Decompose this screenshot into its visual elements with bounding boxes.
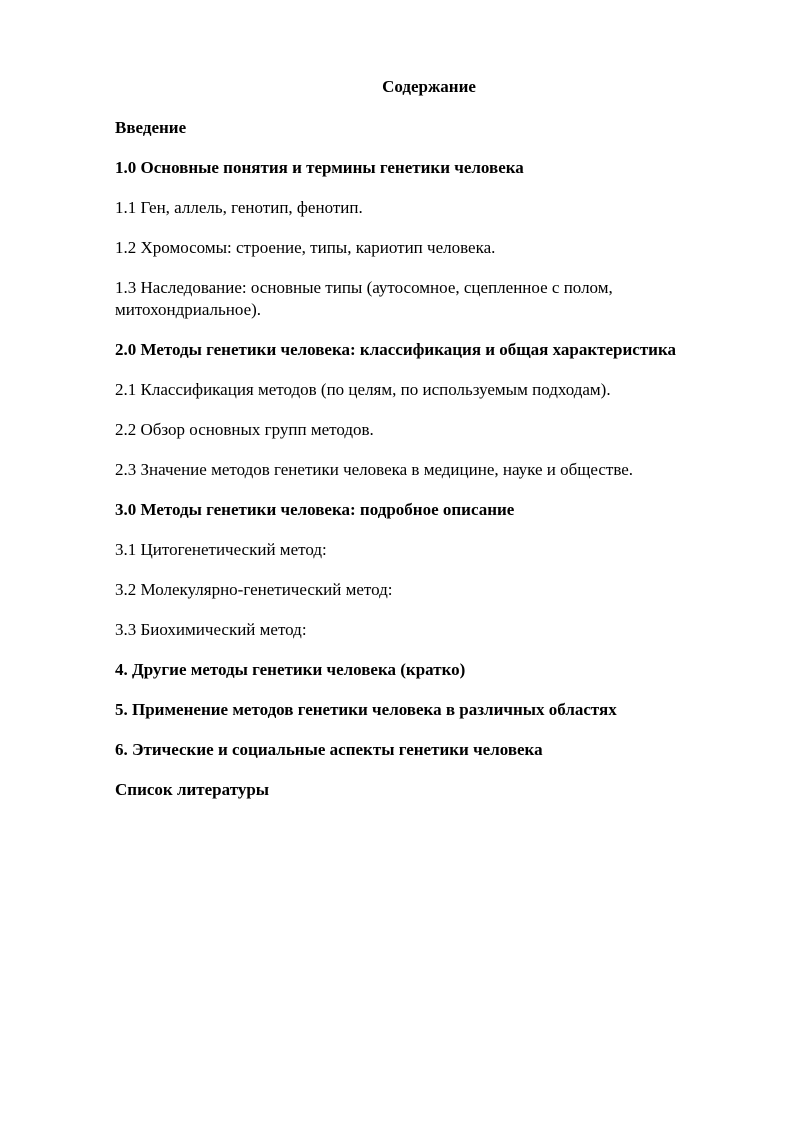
toc-entry-1-2: 1.2 Хромосомы: строение, типы, кариотип человека.	[115, 238, 496, 257]
toc-entry-section-2: 2.0 Методы генетики человека: классификация и общая характеристика	[115, 340, 677, 359]
toc-entry-1-3: 1.3 Наследование: основные типы (аутосомное, сцепленное с полом, митохондриальное).	[115, 278, 613, 319]
toc-entry-section-1: 1.0 Основные понятия и термины генетики человека	[115, 158, 524, 177]
toc-entry-2-3: 2.3 Значение методов генетики человека в медицине, науке и обществе.	[115, 460, 634, 479]
toc-entry-3-1: 3.1 Цитогенетический метод:	[115, 540, 327, 559]
toc-entry-section-4: 4. Другие методы генетики человека (кратко)	[115, 660, 466, 679]
toc-entry-2-1: 2.1 Классификация методов (по целям, по используемым подходам).	[115, 380, 611, 399]
page-title: Содержание	[382, 77, 476, 96]
toc-entry-section-6: 6. Этические и социальные аспекты генетики человека	[115, 740, 543, 759]
toc-entry-section-3: 3.0 Методы генетики человека: подробное описание	[115, 500, 515, 519]
toc-entry-1-1: 1.1 Ген, аллель, генотип, фенотип.	[115, 198, 363, 217]
toc-entry-references: Список литературы	[115, 780, 270, 799]
table-of-contents	[115, 117, 755, 819]
toc-entry-3-2: 3.2 Молекулярно-генетический метод:	[115, 580, 393, 599]
toc-entry-section-5: 5. Применение методов генетики человека в различных областях	[115, 700, 617, 719]
toc-entry-3-3: 3.3 Биохимический метод:	[115, 620, 307, 639]
toc-entry-2-2: 2.2 Обзор основных групп методов.	[115, 420, 374, 439]
toc-entry-introduction: Введение	[115, 118, 187, 137]
